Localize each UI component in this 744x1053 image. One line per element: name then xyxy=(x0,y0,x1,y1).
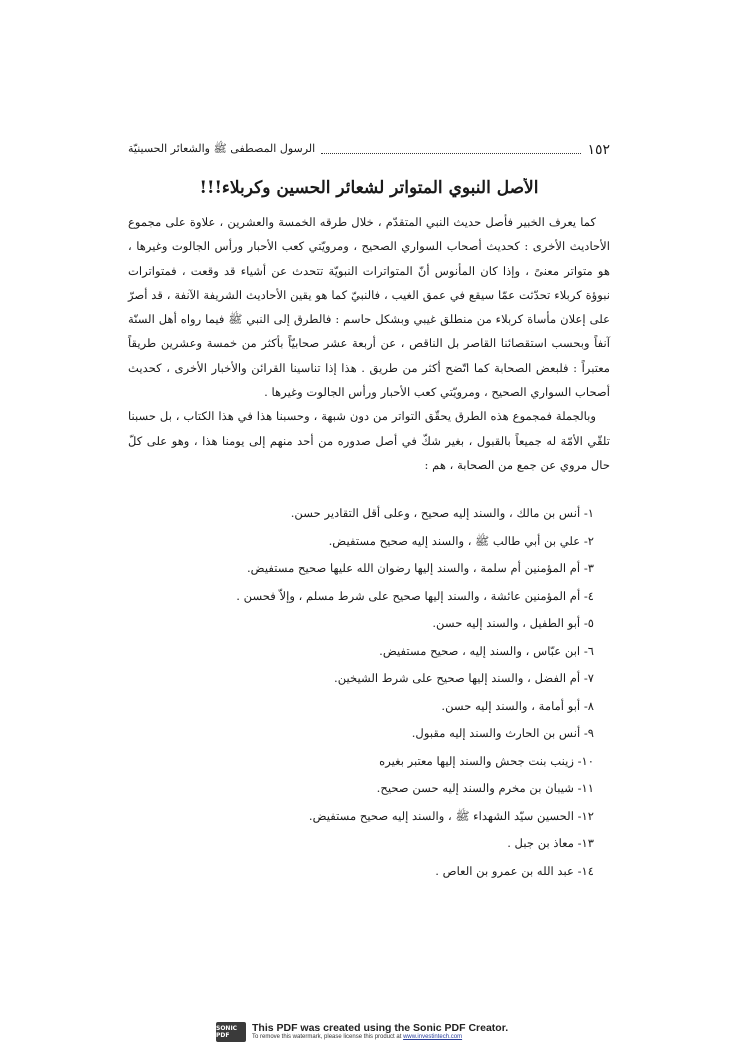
list-item: ٧- أم الفضل ، والسند إليها صحيح على شرط الشيخين. xyxy=(334,671,594,685)
list-item: ٣- أم المؤمنين أم سلمة ، والسند إليها رضوان الله عليها صحيح مستفيض. xyxy=(247,561,594,575)
list-item: ١١- شيبان بن مخرم والسند إليه حسن صحيح. xyxy=(376,781,594,795)
list-item: ٥- أبو الطفيل ، والسند إليه حسن. xyxy=(432,616,594,630)
section-title: الأصل النبوي المتواتر لشعائر الحسين وكربلاء!!! xyxy=(199,178,539,198)
pdf-watermark xyxy=(216,1018,536,1046)
running-header xyxy=(128,138,610,158)
watermark-sub-text xyxy=(252,1034,508,1040)
list-item: ١٣- معاذ بن جبل . xyxy=(507,836,594,850)
logo-text: SONIC PDF xyxy=(216,1025,238,1039)
sonic-pdf-logo-icon xyxy=(216,1022,246,1042)
watermark-text xyxy=(252,1023,508,1040)
watermark-link[interactable]: www.investintech.com xyxy=(403,1034,463,1041)
list-item: ٦- ابن عبّاس ، والسند إليه ، صحيح مستفيض. xyxy=(379,643,594,658)
running-title: الرسول المصطفى ﷺ والشعائر الحسينيّة xyxy=(128,142,316,155)
list-item: ١٤- عبد الله بن عمرو بن العاص . xyxy=(435,863,594,878)
body-text xyxy=(128,210,610,477)
list-item: ١- أنس بن مالك ، والسند إليه صحيح ، وعلى أقل التقادير حسن. xyxy=(290,506,594,520)
list-item: ١٠- زينب بنت جحش والسند إليها معتبر بغيره xyxy=(379,753,594,768)
paragraph-1: كما يعرف الخبير فأصل حديث النبي المتقدّم ، خلال طرقه الخمسة والعشرين ، علاوة على مجموع الأحاديث الأخرى : كحديث أصحاب السواري الصحيح ، ومرويّتي كعب الأحبار ورأس الجالوت وغيرها ، هو متواتر معنىً ، وإذا كان المأنوس أنّ المتواترات النبويّة تتحدث عن أشياء قد وقعت ، فمتواترات نبوؤة كربلاء تحدّثت عمّا سيقع في عمق الغيب ، فالنبيّ كما هو يقين الأحاديث الشريفة الآنفة ، قد أصرّ على إعلان مأساة كربلاء من منطلق غيبي وبشكل حاسم : فالطرق إلى النبي ﷺ فيما رواه أهل السنّة آنفاً وبحسب استقصائنا القاصر بل الناقص ، عن أربعة عشر صحابيّاً بأكثر من خمسة وعشرين طريقاً معتبراً : فلبعض الصحابة كما اتّضح أكثر من طريق . هذا إذا تناسينا القرائن والأخبار الأخرى ، كحديث أصحاب السواري الصحيح ، ومرويّتي كعب الأحبار ورأس الجالوت وغيرها . xyxy=(128,215,610,400)
list-item: ٩- أنس بن الحارث والسند إليه مقبول. xyxy=(411,726,594,740)
paragraph-2: وبالجملة فمجموع هذه الطرق يحقّق التواتر من دون شبهة ، وحسبنا هذا في هذا الكتاب ، بل حسبنا تلقّي الأمّة له جميعاً بالقبول ، بغير شكّ في أصل صدوره من أحد منهم إلى يومنا هذا ، وهو على كلّ حال مروي عن جمع من الصحابة ، هم : xyxy=(128,409,610,472)
watermark-main-text: This PDF was created using the Sonic PDF Creator. xyxy=(252,1022,509,1035)
list-item: ٢- علي بن أبي طالب ﷺ ، والسند إليه صحيح مستفيض. xyxy=(328,533,594,548)
watermark-sub-label: To remove this watermark, please license this product at xyxy=(252,1034,402,1041)
list-item: ٨- أبو أمامة ، والسند إليه حسن. xyxy=(441,698,594,713)
list-item: ١٢- الحسين سيّد الشهداء ﷺ ، والسند إليه صحيح مستفيض. xyxy=(308,808,594,823)
page-number: ١٥٢ xyxy=(587,142,610,158)
narrators-list xyxy=(154,500,594,885)
header-dotted-leader xyxy=(321,153,581,154)
list-item: ٤- أم المؤمنين عائشة ، والسند إليها صحيح على شرط مسلم ، وإلاّ فحسن . xyxy=(236,588,594,603)
